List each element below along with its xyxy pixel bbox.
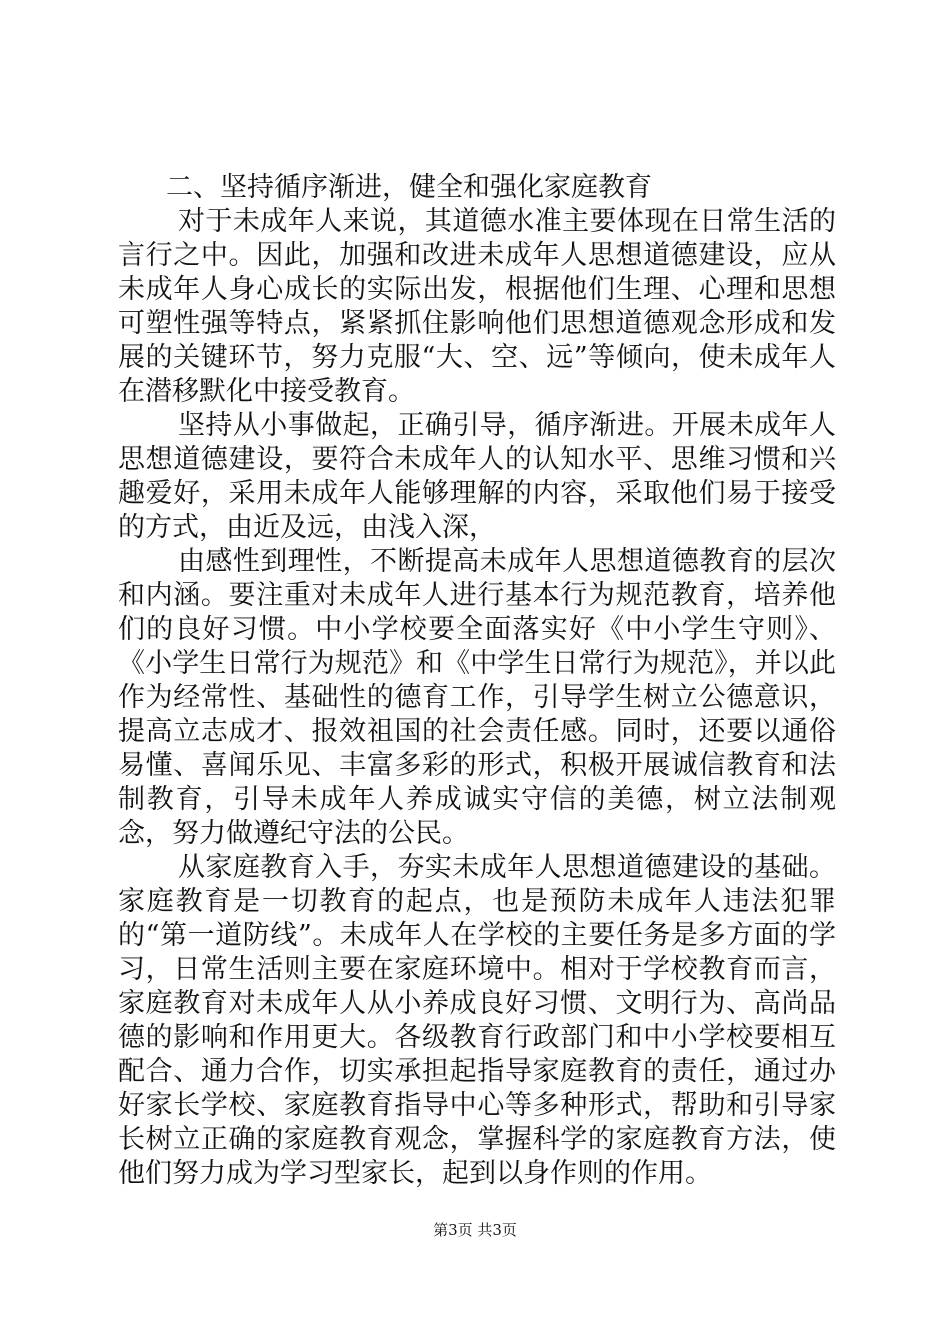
document-body: [118, 171, 836, 1191]
section-heading: 二、坚持循序渐进，健全和强化家庭教育: [166, 172, 652, 203]
paragraph-2: 坚持从小事做起，正确引导，循序渐进。开展未成年人思想道德建设，要符合未成年人的认知水平、思维习惯和兴趣爱好，采用未成年人能够理解的内容，采取他们易于接受的方式，由近及远，由浅入深，: [118, 410, 836, 543]
paragraph-3: 由感性到理性，不断提高未成年人思想道德教育的层次和内涵。要注重对未成年人进行基本行为规范教育，培养他们的良好习惯。中小学校要全面落实好《中小学生守则》、《小学生日常行为规范》和《中学生日常行为规范》，并以此作为经常性、基础性的德育工作，引导学生树立公德意识，提高立志成才、报效祖国的社会责任感。同时，还要以通俗易懂、喜闻乐见、丰富多彩的形式，积极开展诚信教育和法制教育，引导未成年人养成诚实守信的美德，树立法制观念，努力做遵纪守法的公民。: [118, 546, 836, 849]
paragraph-4: 从家庭教育入手，夯实未成年人思想道德建设的基础。家庭教育是一切教育的起点，也是预防未成年人违法犯罪的“第一道防线”。未成年人在学校的主要任务是多方面的学习，日常生活则主要在家庭环境中。相对于学校教育而言，家庭教育对未成年人从小养成良好习惯、文明行为、高尚品德的影响和作用更大。各级教育行政部门和中小学校要相互配合、通力合作，切实承担起指导家庭教育的责任，通过办好家长学校、家庭教育指导中心等多种形式，帮助和引导家长树立正确的家庭教育观念，掌握科学的家庭教育方法，使他们努力成为学习型家长，起到以身作则的作用。: [118, 852, 836, 1189]
page-number-footer: 第3页 共3页: [433, 1221, 517, 1239]
paragraph-1: 对于未成年人来说，其道德水准主要体现在日常生活的言行之中。因此，加强和改进未成年人思想道德建设，应从未成年人身心成长的实际出发，根据他们生理、心理和思想可塑性强等特点，紧紧抓住影响他们思想道德观念形成和发展的关键环节，努力克服“大、空、远”等倾向，使未成年人在潜移默化中接受教育。: [118, 206, 836, 407]
